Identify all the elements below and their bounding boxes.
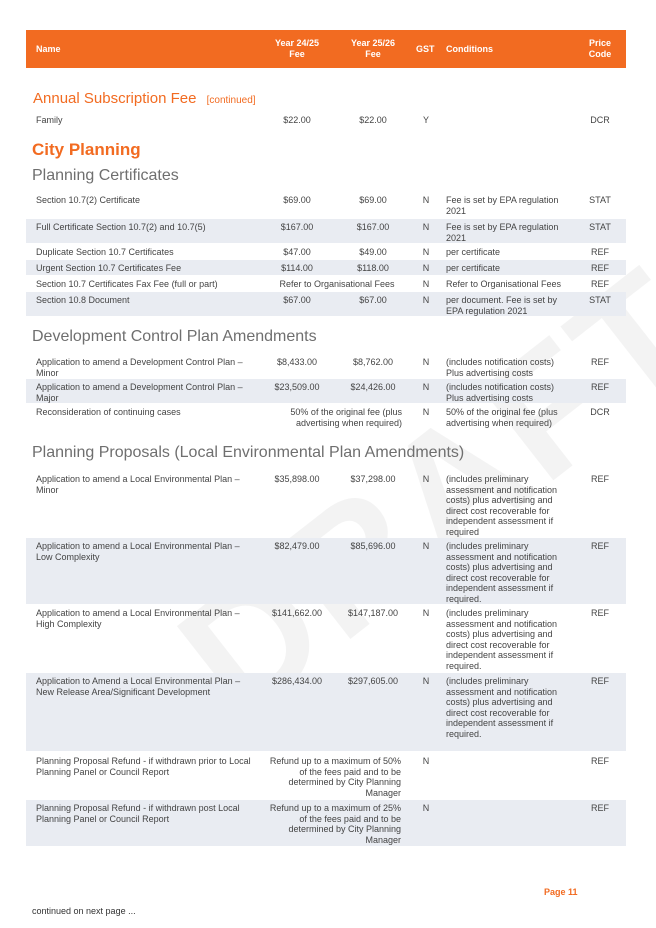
page-number: Page 11 xyxy=(544,887,578,897)
row-fee-2526: $118.00 xyxy=(357,263,389,273)
row-fee-2526: $167.00 xyxy=(356,222,390,232)
row-gst: Y xyxy=(422,115,429,125)
row-name: Application to amend a Development Control Plan – Minor xyxy=(36,357,243,378)
header-year1: Year 24/25 Fee xyxy=(274,38,320,59)
row-fee-2425: $23,509.00 xyxy=(274,382,320,392)
row-fee-combined: Refer to Organisational Fees xyxy=(279,279,395,289)
row-price-code: REF xyxy=(591,263,609,273)
row-name: Application to amend a Local Environmental Plan – Low Complexity xyxy=(36,541,240,562)
row-gst: N xyxy=(422,803,430,813)
row-price-code: REF xyxy=(591,756,609,766)
row-gst: N xyxy=(422,608,430,618)
row-price-code: REF xyxy=(591,474,609,484)
header-year2: Year 25/26 Fee xyxy=(350,38,396,59)
table-row xyxy=(26,538,626,604)
row-fee-combined: Refund up to a maximum of 25% of the fees paid and to be determined by City Planning Manager xyxy=(269,803,401,845)
row-name: Application to amend a Local Environmental Plan – High Complexity xyxy=(36,608,240,629)
header-conditions: Conditions xyxy=(446,44,493,54)
row-name: Reconsideration of continuing cases xyxy=(36,407,181,417)
table-row xyxy=(26,244,626,259)
row-price-code: REF xyxy=(591,357,609,367)
row-name: Application to Amend a Local Environmental Plan – New Release Area/Significant Development xyxy=(36,676,241,697)
row-gst: N xyxy=(422,279,430,289)
row-conditions: (includes preliminary assessment and notification costs) plus advertising and direct cost recoverable for independent assessment if required. xyxy=(446,676,558,739)
row-price-code: STAT xyxy=(589,195,611,205)
row-price-code: REF xyxy=(591,541,609,551)
row-fee-2526: $67.00 xyxy=(359,295,387,305)
row-gst: N xyxy=(422,474,430,484)
row-price-code: DCR xyxy=(590,407,610,417)
header-gst: GST xyxy=(416,44,435,54)
row-fee-2526: $69.00 xyxy=(359,195,387,205)
table-row xyxy=(26,605,626,671)
row-gst: N xyxy=(422,247,430,257)
section-title-city-planning: City Planning xyxy=(32,140,141,159)
table-row xyxy=(26,471,626,537)
row-price-code: DCR xyxy=(590,115,610,125)
row-price-code: STAT xyxy=(589,222,611,232)
section-title-annual xyxy=(33,90,256,107)
row-gst: N xyxy=(422,756,430,766)
row-fee-2425: $286,434.00 xyxy=(271,676,323,686)
row-fee-2425: $167.00 xyxy=(280,222,314,232)
row-fee-2425: $141,662.00 xyxy=(271,608,323,618)
header-name: Name xyxy=(36,44,61,54)
section-title-planning-proposals: Planning Proposals (Local Environmental Plan Amendments) xyxy=(32,444,465,461)
row-fee-2526: $85,696.00 xyxy=(350,541,396,551)
row-gst: N xyxy=(422,357,430,367)
row-fee-2526: $24,426.00 xyxy=(350,382,396,392)
row-price-code: REF xyxy=(591,803,609,813)
row-name: Planning Proposal Refund - if withdrawn post Local Planning Panel or Council Report xyxy=(36,803,240,824)
row-fee-2425: $47.00 xyxy=(283,247,311,257)
table-row xyxy=(26,800,626,846)
row-fee-combined: Refund up to a maximum of 50% of the fees paid and to be determined by City Planning Manager xyxy=(269,756,401,798)
table-row xyxy=(26,753,626,799)
row-fee-2526: $297,605.00 xyxy=(347,676,399,686)
row-conditions: per certificate xyxy=(446,263,501,273)
row-fee-2526: $49.00 xyxy=(359,247,387,257)
table-row xyxy=(26,276,626,291)
row-fee-2526: $22.00 xyxy=(359,115,387,125)
row-gst: N xyxy=(422,676,430,686)
row-fee-2425: $114.00 xyxy=(281,263,313,273)
row-fee-2425: $22.00 xyxy=(283,115,311,125)
table-row xyxy=(26,292,626,316)
row-price-code: REF xyxy=(591,279,609,289)
row-conditions: 50% of the original fee (plus advertising when required) xyxy=(446,407,558,428)
row-conditions: Fee is set by EPA regulation 2021 xyxy=(446,195,559,216)
row-gst: N xyxy=(422,382,430,392)
row-gst: N xyxy=(422,263,430,273)
section-title-dcp: Development Control Plan Amendments xyxy=(32,328,317,345)
row-conditions: (includes notification costs) Plus advertising costs xyxy=(446,357,555,378)
section-title-planning-certificates: Planning Certificates xyxy=(32,167,179,184)
row-price-code: REF xyxy=(591,247,609,257)
row-name: Urgent Section 10.7 Certificates Fee xyxy=(36,263,182,273)
row-name: Family xyxy=(36,115,63,125)
row-conditions: (includes preliminary assessment and notification costs) plus advertising and direct cost recoverable for independent assessment if required. xyxy=(446,608,558,671)
row-fee-2425: $35,898.00 xyxy=(274,474,320,484)
row-fee-2425: $67.00 xyxy=(283,295,311,305)
row-name: Section 10.7(2) Certificate xyxy=(36,195,141,205)
table-row xyxy=(26,112,626,130)
row-name: Section 10.8 Document xyxy=(36,295,130,305)
row-gst: N xyxy=(422,295,430,305)
table-row xyxy=(26,673,626,751)
row-conditions: (includes notification costs) Plus advertising costs xyxy=(446,382,555,403)
row-fee-2526: $147,187.00 xyxy=(347,608,399,618)
row-fee-2526: $8,762.00 xyxy=(352,357,394,367)
annual-continued: [continued] xyxy=(206,95,256,106)
row-gst: N xyxy=(422,541,430,551)
row-gst: N xyxy=(422,222,430,232)
row-fee-2425: $8,433.00 xyxy=(276,357,318,367)
row-fee-2425: $69.00 xyxy=(283,195,311,205)
row-name: Section 10.7 Certificates Fax Fee (full or part) xyxy=(36,279,218,289)
row-gst: N xyxy=(422,407,430,417)
row-fee-combined: 50% of the original fee (plus advertising when required) xyxy=(290,407,402,428)
row-name: Full Certificate Section 10.7(2) and 10.7(5) xyxy=(36,222,206,232)
row-gst: N xyxy=(422,195,430,205)
row-price-code: REF xyxy=(591,382,609,392)
table-row xyxy=(26,219,626,243)
row-conditions: per certificate xyxy=(446,247,501,257)
table-row xyxy=(26,192,626,218)
table-row xyxy=(26,354,626,378)
row-fee-2526: $37,298.00 xyxy=(350,474,396,484)
table-row xyxy=(26,404,626,432)
table-row xyxy=(26,260,626,275)
continued-note: continued on next page ... xyxy=(32,906,136,916)
row-price-code: REF xyxy=(591,608,609,618)
row-conditions: per document. Fee is set by EPA regulation 2021 xyxy=(446,295,558,316)
table-row xyxy=(26,379,626,403)
row-conditions: Refer to Organisational Fees xyxy=(446,279,562,289)
header-price-code: Price Code xyxy=(588,38,612,59)
row-conditions: (includes preliminary assessment and notification costs) plus advertising and direct cost recoverable for independent assessment if required. xyxy=(446,541,558,604)
row-price-code: STAT xyxy=(589,295,611,305)
annual-title: Annual Subscription Fee xyxy=(33,90,197,107)
row-conditions: (includes preliminary assessment and notification costs) plus advertising and direct cost recoverable for independent assessment if required xyxy=(446,474,558,537)
row-name: Duplicate Section 10.7 Certificates xyxy=(36,247,174,257)
row-name: Planning Proposal Refund - if withdrawn prior to Local Planning Panel or Council Report xyxy=(36,756,251,777)
row-name: Application to amend a Local Environmental Plan – Minor xyxy=(36,474,240,495)
row-conditions: Fee is set by EPA regulation 2021 xyxy=(446,222,559,243)
row-fee-2425: $82,479.00 xyxy=(274,541,320,551)
table-header xyxy=(26,30,626,68)
row-name: Application to amend a Development Control Plan – Major xyxy=(36,382,243,403)
row-price-code: REF xyxy=(591,676,609,686)
